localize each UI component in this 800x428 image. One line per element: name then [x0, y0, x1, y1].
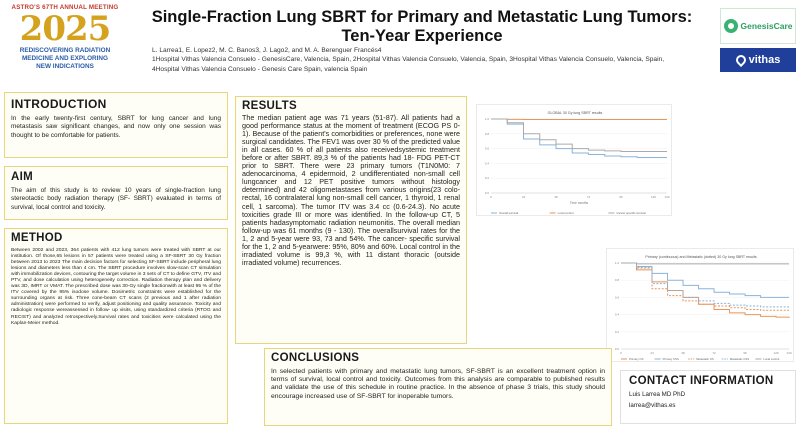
contact-section	[620, 370, 796, 424]
x-tick-label: 96	[743, 351, 747, 355]
y-tick-label: 0.6	[484, 146, 489, 151]
introduction-section	[4, 92, 228, 158]
chart-title: Primary (continuous) and Metastatic (dotted) 30 Gy lung SBRT results	[645, 255, 757, 259]
conclusions-section	[264, 348, 612, 426]
x-tick-label: 96	[619, 195, 623, 199]
x-tick-label: 24	[650, 351, 654, 355]
method-section	[4, 228, 228, 424]
results-text: The median patient age was 71 years (51-87). All patients had a good performance status at the moment of treatment (ECOG PS 0-1). Because of the patient's comorbidities or preferences, none were surgical candidates. The FEV1 was over 30 % of the predicted value in all cases. 60 % of all patients also receivedsystemic treatment before or after SBRT. 89,3 % of the patients had 18- FDG PET-CT prior to SBRT. There were 23 primary tumors (T1N0M0: 7 adenocarcinoma, 4 epidermoid, 2 undifferentiated non-small cell lungcancer and 12 PET positive tumors without histology determined) and 42 oligometastases from various origins(23 colo-rectal, 16 contralateral lung non-small cell cancer, 1 thyroid, 1 renal cell, 1 sarcoma). The tumor ITV was 3.4 cc (0.6-24.3). No acute toxicities grade III or more was identified. In the follow-up CT, 5 patients hadasymptomatic radiation neumonitis. The overall median follow-up was 61 months (9 - 130). The overallsurvival rates for the 1, 2 and 5-year were 93, 73 and 54%. The cancer- specific survival for the 1, 2 and 5-yearwere: 95%, 80% and 60%. Local control in the irradiated volume is 99,3 %, with 11 distant thoracic (outside irradiated volume) recurrences.	[242, 113, 460, 267]
legend-label: Metastatic CSS	[729, 357, 750, 361]
y-tick-label: 0.4	[614, 312, 619, 317]
y-tick-label: 0.2	[614, 329, 619, 334]
vithas-logo	[720, 48, 796, 72]
meeting-logo-sub3: NEW INDICATIONS	[36, 63, 94, 70]
x-tick-label: 130	[664, 195, 670, 199]
y-tick-label: 1.0	[614, 261, 619, 265]
legend-label: Cancer specific survival	[616, 211, 646, 215]
contact-heading: CONTACT INFORMATION	[629, 375, 774, 387]
genesiscare-icon	[724, 19, 738, 33]
vithas-text: vithas	[748, 54, 781, 66]
poster-title	[130, 8, 714, 46]
x-tick-label: 130	[786, 351, 792, 355]
x-tick-label: 24	[521, 195, 526, 199]
legend-label: Local control	[763, 357, 780, 361]
x-tick-label: 0	[620, 351, 622, 355]
legend-label: Metastatic OS	[696, 357, 714, 361]
introduction-heading: INTRODUCTION	[11, 97, 107, 111]
y-tick-label: 0.4	[484, 161, 489, 166]
x-tick-label: 120	[773, 351, 779, 355]
y-tick-label: 0.2	[484, 176, 489, 181]
affiliations-1: 1Hospital Vithas Valencia Consuelo - GenesisCare, Valencia, Spain, 2Hospital Vithas Valencia Consuelo, Valencia, Spain, 3Hospital Vithas Valencia Consuelo, Valencia, Spain,	[152, 56, 665, 64]
x-tick-label: 48	[554, 195, 558, 199]
series-line-1	[491, 119, 667, 120]
x-axis-label: Time months	[569, 201, 589, 205]
affiliations-2: 4Hospital Vithas Valencia Consuelo - Genesis Care Spain, valencia Spain	[152, 65, 368, 73]
meeting-logo	[4, 2, 126, 94]
meeting-logo-top: ASTRO'S 67TH ANNUAL MEETING	[11, 4, 119, 11]
method-text: Between 2002 and 2023, 364 patients with 412 lung tumors were treated with SBRT at our institution. Of those,65 lesions in 57 patients were treated using a SF-SBRT 30 Gy fraction between 2013 to 2023 The main decision factors for selecting SF-SBRT include peripheral lung lesions and diameters less than 4 cm. The SBRT procedure involves slow-scan CT simulation with immobilization devices, contouring the target volume in 3 sets of CT to define GTV, ITV and PTV, and dose calculation using heterogeneity correction. Radiation therapy plan and delivery was 3D, IMRT or VMAT. The prescribed dose was 30-Gy single fractionwith at least 95 % of the ITV covered by the 95% isodose volume. Dosimetric constraints were established for the surrounding organs at risk. Three cone-beam CT scans (2 previous and 1 after radiation administration) were performed to verify, adjust positioning and quality assurance. Toxicity and radiologic response wereassessed in follow- up visits, using standardized criteria (RTOG and RECIST) and analyzed retrospectively.Survival rates and toxicities were calculated using the Kaplan-Meier method.	[11, 248, 221, 326]
y-tick-label: 0.8	[484, 131, 489, 136]
aim-heading: AIM	[11, 171, 33, 183]
genesiscare-logo	[720, 8, 796, 44]
legend-label: Primary CSS	[662, 357, 679, 361]
title-line-2: Ten-Year Experience	[341, 27, 503, 45]
primary-metastatic-chart-svg	[607, 249, 795, 363]
meeting-logo-sub2: MEDICINE AND EXPLORING	[21, 55, 109, 62]
y-tick-label: 0.6	[614, 295, 619, 300]
results-heading: RESULTS	[242, 100, 297, 112]
title-line-1: Single-Fraction Lung SBRT for Primary and Metastatic Lung Tumors:	[151, 8, 693, 26]
global-results-chart	[476, 104, 672, 216]
series-line-0	[621, 263, 789, 318]
x-tick-label: 72	[586, 195, 591, 199]
conclusions-heading: CONCLUSIONS	[271, 352, 360, 364]
x-tick-label: 48	[681, 351, 685, 355]
y-tick-label: 1.0	[484, 117, 489, 121]
introduction-text: In the early twenty-first century, SBRT for lung cancer and lung metastasis saw significant changes, and now only one session was thought to be comfortable for patients.	[11, 115, 221, 139]
vithas-heart-icon	[734, 53, 748, 67]
aim-text: The aim of this study is to review 10 years of single-fraction lung stereotactic body radiation therapy (SF- SBRT) evaluated in terms of survival, local control and toxicity.	[11, 187, 221, 211]
contact-email[interactable]: larrea@vithas.es	[629, 402, 676, 409]
aim-section	[4, 166, 228, 220]
conclusions-text: In selected patients with primary and metastatic lung tumors, SF-SBRT is an excellent treatment option in terms of survival, local control and toxicity. Outcomes from this analysis are comparable to published results and validate the use of this schedule in routine practice. In the absence of phase 3 trials, this study should encourage increased use of SF-SBRT for inoperable tumors.	[271, 368, 605, 400]
global-results-chart-svg	[477, 105, 673, 217]
method-heading: METHOD	[11, 232, 63, 244]
chart-title: GLOBAL 30 Gy lung SBRT results	[547, 111, 603, 115]
contact-name: Luis Larrea MD PhD	[629, 391, 686, 398]
legend-label: Primary OS	[629, 357, 644, 361]
legend-label: Local control	[557, 211, 574, 215]
y-tick-label: 0.8	[614, 278, 619, 283]
x-tick-label: 72	[712, 351, 716, 355]
genesiscare-text: GenesisCare	[740, 21, 793, 31]
x-tick-label: 0	[490, 195, 492, 199]
legend-label: Overall survival	[499, 211, 519, 215]
authors-block	[152, 46, 712, 74]
results-section	[235, 96, 467, 344]
meeting-logo-sub1: REDISCOVERING RADIATION	[19, 47, 111, 54]
meeting-logo-year: 2025	[19, 9, 111, 49]
x-tick-label: 120	[650, 195, 656, 199]
authors: L. Larrea1, E. Lopez2, M. C. Banos3, J. Lago2, and M. A. Berenguer Francés4	[152, 47, 382, 54]
y-tick-label: 0.0	[614, 347, 619, 351]
primary-metastatic-chart	[606, 248, 794, 362]
y-tick-label: 0.0	[484, 191, 489, 195]
